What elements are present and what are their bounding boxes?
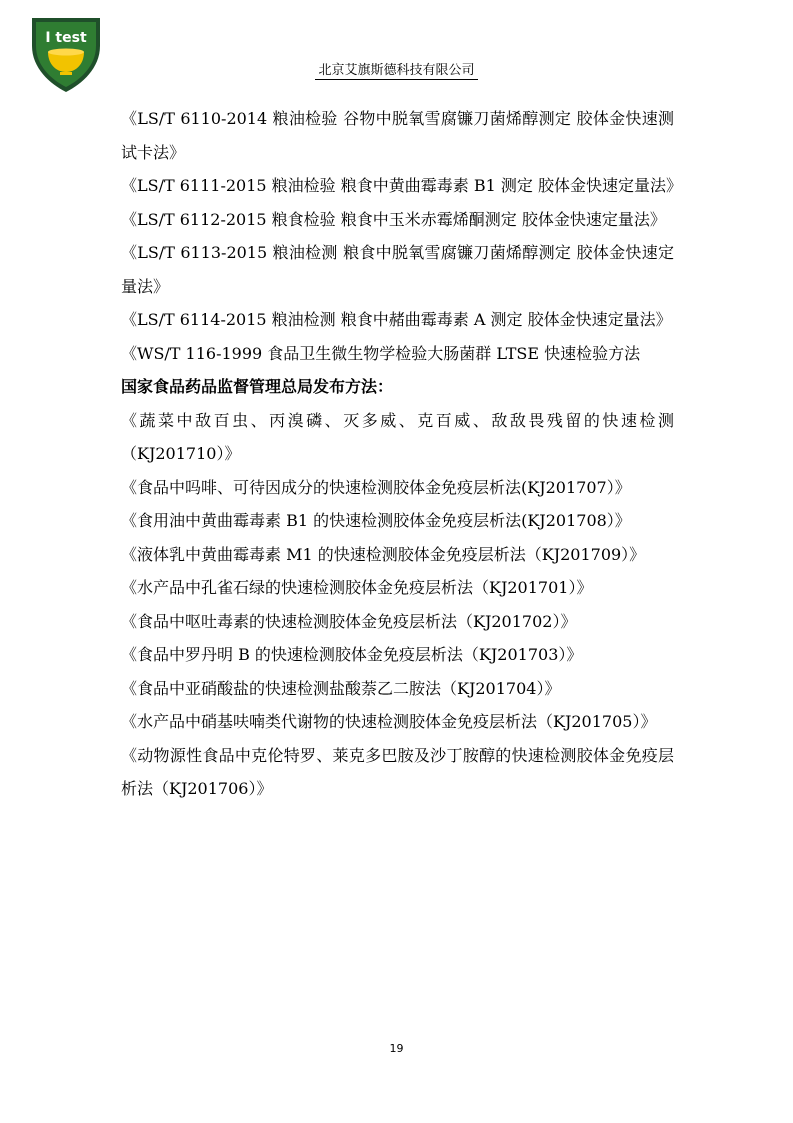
list-item: 《食品中呕吐毒素的快速检测胶体金免疫层析法（KJ201702）》 <box>121 611 577 631</box>
list-item: 《LS/T 6114-2015 粮油检测 粮食中赭曲霉毒素 A 测定 胶体金快速定量法》 <box>121 310 672 329</box>
list-item: 《LS/T 6113-2015 粮油检测 粮食中脱氧雪腐镰刀菌烯醇测定 胶体金快速定量法》 <box>121 243 674 296</box>
logo-text: I test <box>45 30 87 46</box>
company-name-header: 北京艾旗斯德科技有限公司 <box>0 59 793 78</box>
page-number: 19 <box>389 1042 404 1055</box>
company-logo <box>30 16 102 94</box>
list-item: 《LS/T 6111-2015 粮油检验 粮食中黄曲霉毒素 B1 测定 胶体金快速定量法》 <box>121 176 682 195</box>
list-item: 《食品中罗丹明 B 的快速检测胶体金免疫层析法（KJ201703）》 <box>121 645 583 664</box>
list-item: 《液体乳中黄曲霉毒素 M1 的快速检测胶体金免疫层析法（KJ201709）》 <box>121 544 646 564</box>
list-item: 《LS/T 6110-2014 粮油检验 谷物中脱氧雪腐镰刀菌烯醇测定 胶体金快速测试卡法》 <box>121 109 674 162</box>
cfda-methods-list <box>121 404 674 806</box>
list-item: 《水产品中孔雀石绿的快速检测胶体金免疫层析法（KJ201701）》 <box>121 578 593 597</box>
section-heading: 国家食品药品监督管理总局发布方法： <box>121 377 394 396</box>
list-item: 《食品中亚硝酸盐的快速检测盐酸萘乙二胺法（KJ201704）》 <box>121 678 561 698</box>
list-item: 《WS/T 116-1999 食品卫生微生物学检验大肠菌群 LTSE 快速检验方法 <box>121 343 641 363</box>
list-item: 《水产品中硝基呋喃类代谢物的快速检测胶体金免疫层析法（KJ201705）》 <box>121 712 657 731</box>
list-item: 《动物源性食品中克伦特罗、莱克多巴胺及沙丁胺醇的快速检测胶体金免疫层析法（KJ201706）》 <box>121 745 674 798</box>
document-body <box>121 102 682 806</box>
list-item: 《食品中吗啡、可待因成分的快速检测胶体金免疫层析法(KJ201707）》 <box>121 477 631 497</box>
list-item: 《LS/T 6112-2015 粮食检验 粮食中玉米赤霉烯酮测定 胶体金快速定量法》 <box>121 209 666 229</box>
list-item: 《蔬菜中敌百虫、丙溴磷、灭多威、克百威、敌敌畏残留的快速检测（KJ201710）》 <box>121 410 674 463</box>
list-item: 《食用油中黄曲霉毒素 B1 的快速检测胶体金免疫层析法(KJ201708）》 <box>121 511 631 530</box>
standards-list <box>121 102 682 370</box>
